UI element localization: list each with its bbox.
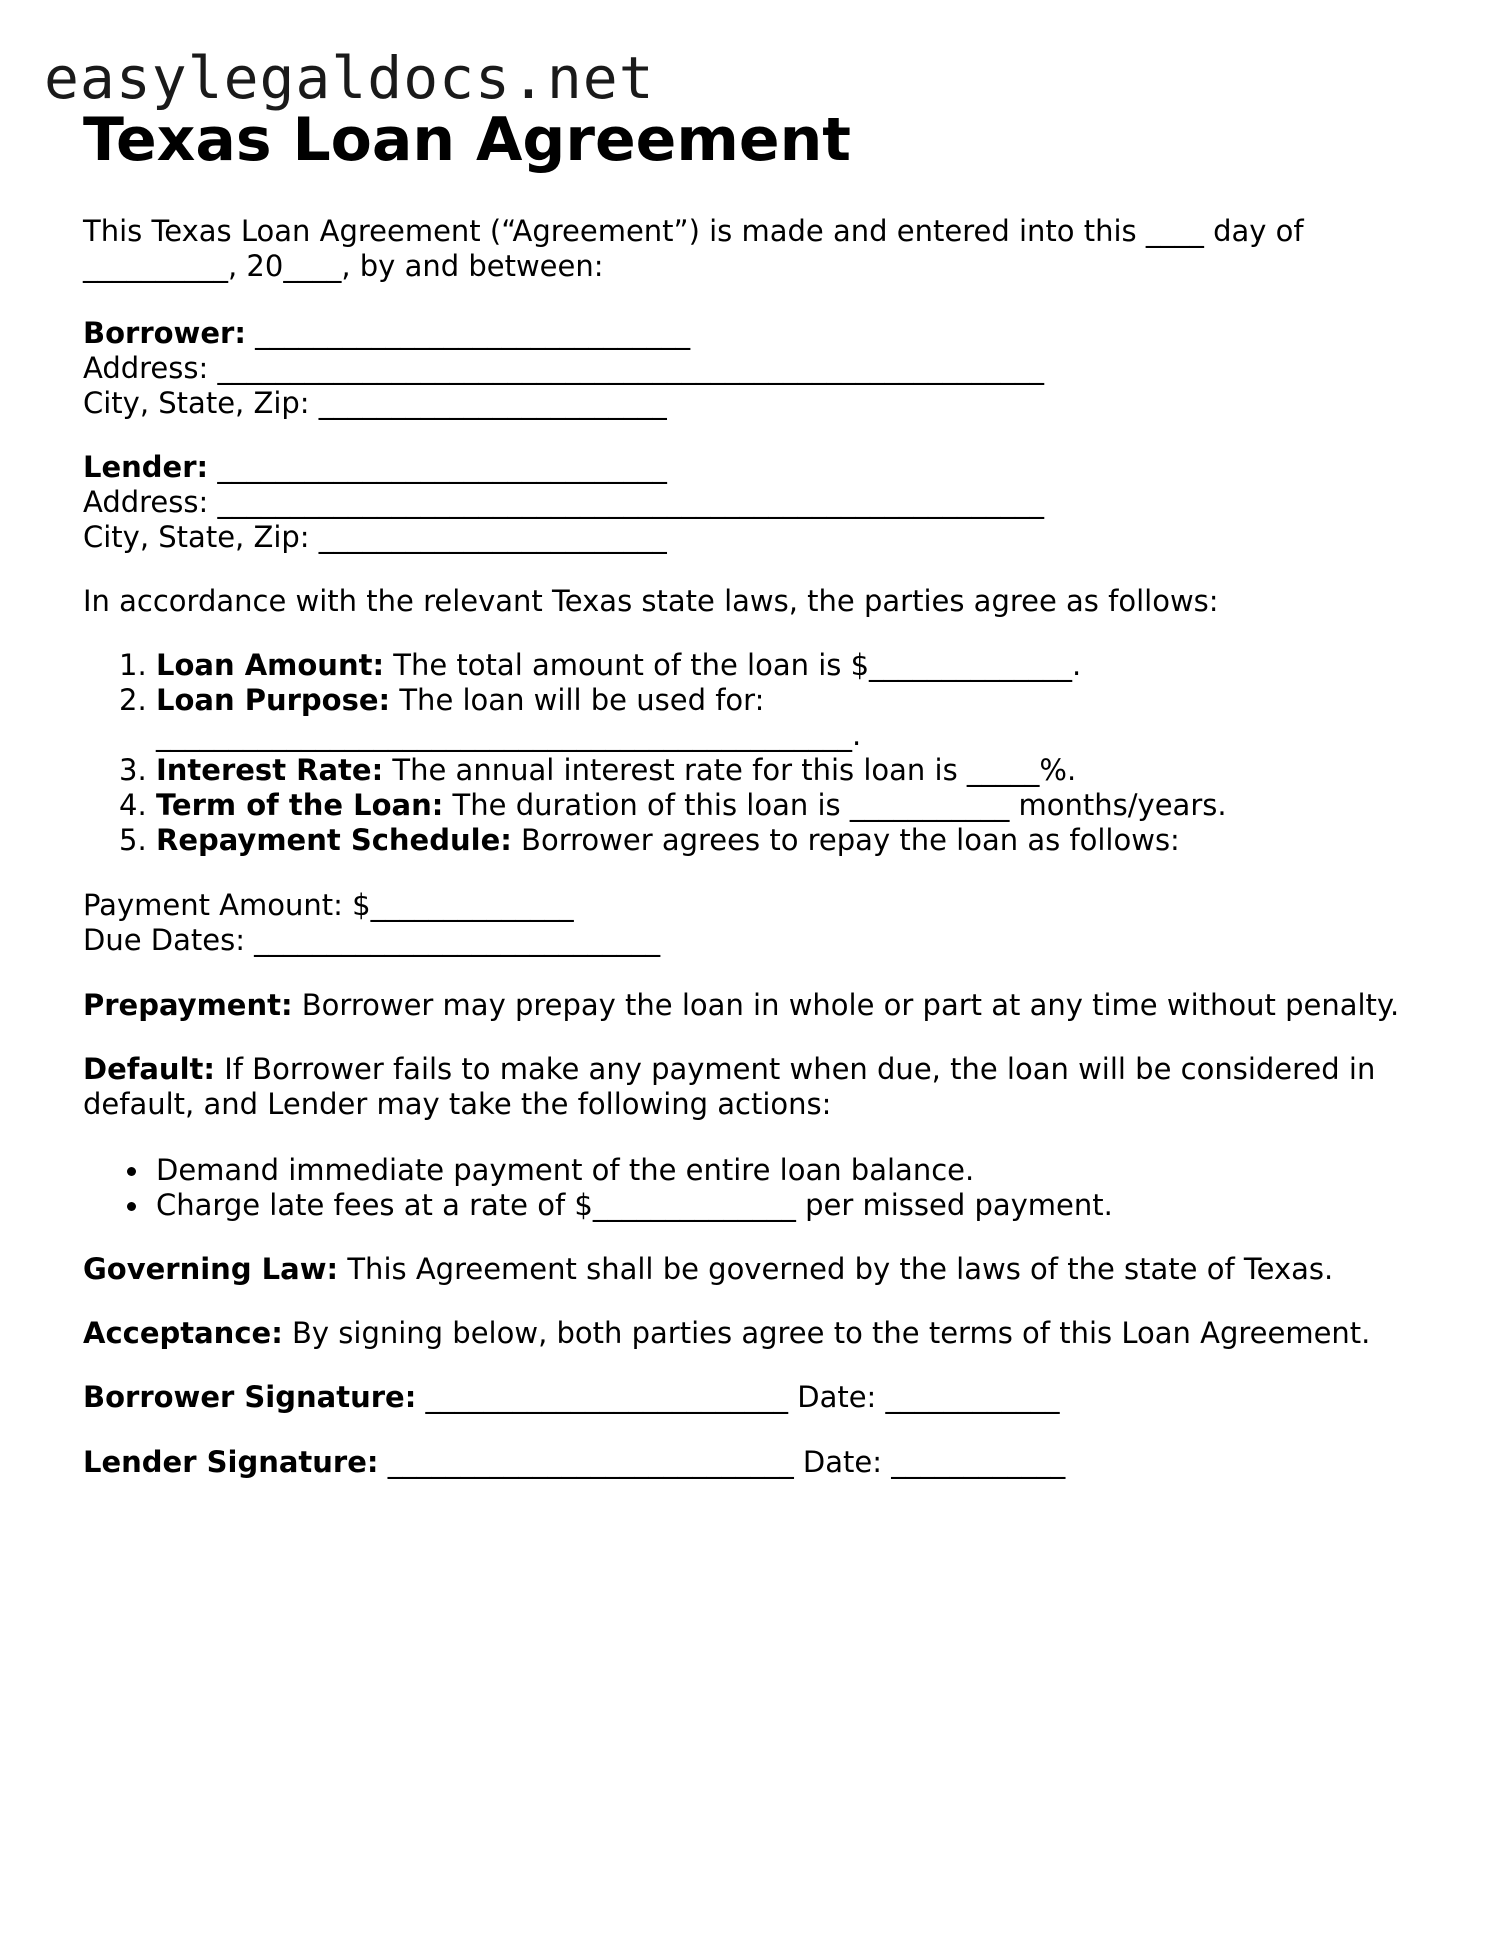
borrower-city-field[interactable]: City, State, Zip: ________________________ <box>83 386 667 420</box>
borrower-section <box>83 316 1044 421</box>
borrower-signature-label: Borrower Signature: <box>83 1380 417 1414</box>
acceptance-text: By signing below, both parties agree to the terms of this Loan Agreement. <box>282 1316 1371 1350</box>
bullet-text: Demand immediate payment of the entire loan balance. <box>156 1153 975 1187</box>
intro-line-2: __________, 20____, by and between: <box>83 249 604 283</box>
default-label: Default: <box>83 1052 215 1086</box>
list-item <box>83 1153 1113 1188</box>
intro-line-1: This Texas Loan Agreement (“Agreement”) is made and entered into this ____ day of <box>83 214 1304 248</box>
borrower-signature-field[interactable]: _________________________ Date: ____________ <box>416 1380 1060 1414</box>
term-interest-rate <box>83 753 1227 788</box>
governing-law-text: This Agreement shall be governed by the laws of the state of Texas. <box>338 1252 1334 1286</box>
default-text: If Borrower fails to make any payment when due, the loan will be considered in <box>214 1052 1376 1086</box>
term-loan-purpose <box>83 683 1227 753</box>
term-text[interactable]: The total amount of the loan is $______________. <box>384 648 1082 682</box>
term-text[interactable]: The duration of this loan is ___________ months/years. <box>443 788 1227 822</box>
term-number: 5. <box>119 823 147 857</box>
lender-signature-line <box>83 1445 1065 1480</box>
lender-name-line <box>83 450 1044 485</box>
document-title: Texas Loan Agreement <box>83 105 851 175</box>
payment-section <box>83 888 660 958</box>
payment-amount-field[interactable]: Payment Amount: $______________ <box>83 888 574 922</box>
lender-signature-label: Lender Signature: <box>83 1445 379 1479</box>
governing-law-label: Governing Law: <box>83 1252 339 1286</box>
lender-section <box>83 450 1044 555</box>
borrower-address-field[interactable]: Address: _________________________________________________________ <box>83 351 1044 385</box>
lender-address-field[interactable]: Address: _________________________________________________________ <box>83 485 1044 519</box>
term-text: The loan will be used for: <box>390 683 765 717</box>
prepayment-label: Prepayment: <box>83 988 293 1022</box>
term-label: Repayment Schedule: <box>156 823 512 857</box>
default-section <box>83 1052 1375 1122</box>
default-actions-list <box>83 1153 1113 1223</box>
accordance-paragraph: In accordance with the relevant Texas state laws, the parties agree as follows: <box>83 584 1219 618</box>
term-label: Loan Purpose: <box>156 683 391 717</box>
acceptance-paragraph <box>83 1316 1370 1351</box>
default-line-1 <box>83 1052 1375 1087</box>
term-number: 4. <box>119 788 147 822</box>
term-number: 3. <box>119 753 147 787</box>
term-text[interactable]: The annual interest rate for this loan is _____%. <box>383 753 1077 787</box>
watermark: easylegaldocs.net <box>44 44 655 112</box>
borrower-label: Borrower: <box>83 316 246 350</box>
prepayment-paragraph <box>83 988 1399 1023</box>
term-repayment-schedule <box>83 823 1227 858</box>
lender-label: Lender: <box>83 450 209 484</box>
borrower-name-field[interactable]: ______________________________ <box>245 316 691 350</box>
prepayment-text: Borrower may prepay the loan in whole or part at any time without penalty. <box>292 988 1400 1022</box>
intro-paragraph <box>83 214 1304 284</box>
due-dates-field[interactable]: Due Dates: ____________________________ <box>83 923 661 957</box>
list-item <box>83 1188 1113 1223</box>
term-loan-amount <box>83 648 1227 683</box>
late-fee-field[interactable]: Charge late fees at a rate of $______________ per missed payment. <box>156 1188 1113 1222</box>
lender-city-field[interactable]: City, State, Zip: ________________________ <box>83 520 667 554</box>
borrower-signature-line <box>83 1380 1060 1415</box>
bullet-icon <box>127 1202 136 1211</box>
lender-name-field[interactable]: _______________________________ <box>208 450 667 484</box>
term-label: Term of the Loan: <box>156 788 444 822</box>
term-number: 1. <box>119 648 147 682</box>
term-label: Interest Rate: <box>156 753 384 787</box>
term-text: Borrower agrees to repay the loan as follows: <box>511 823 1180 857</box>
acceptance-label: Acceptance: <box>83 1316 283 1350</box>
term-loan-duration <box>83 788 1227 823</box>
default-line-2: default, and Lender may take the following actions: <box>83 1087 832 1121</box>
loan-purpose-field[interactable]: ________________________________________________. <box>156 718 862 752</box>
bullet-icon <box>127 1167 136 1176</box>
lender-signature-field[interactable]: ____________________________ Date: ____________ <box>378 1445 1066 1479</box>
governing-law-paragraph <box>83 1252 1333 1287</box>
terms-list <box>83 648 1227 858</box>
term-number: 2. <box>119 683 147 717</box>
borrower-name-line <box>83 316 1044 351</box>
term-label: Loan Amount: <box>156 648 385 682</box>
